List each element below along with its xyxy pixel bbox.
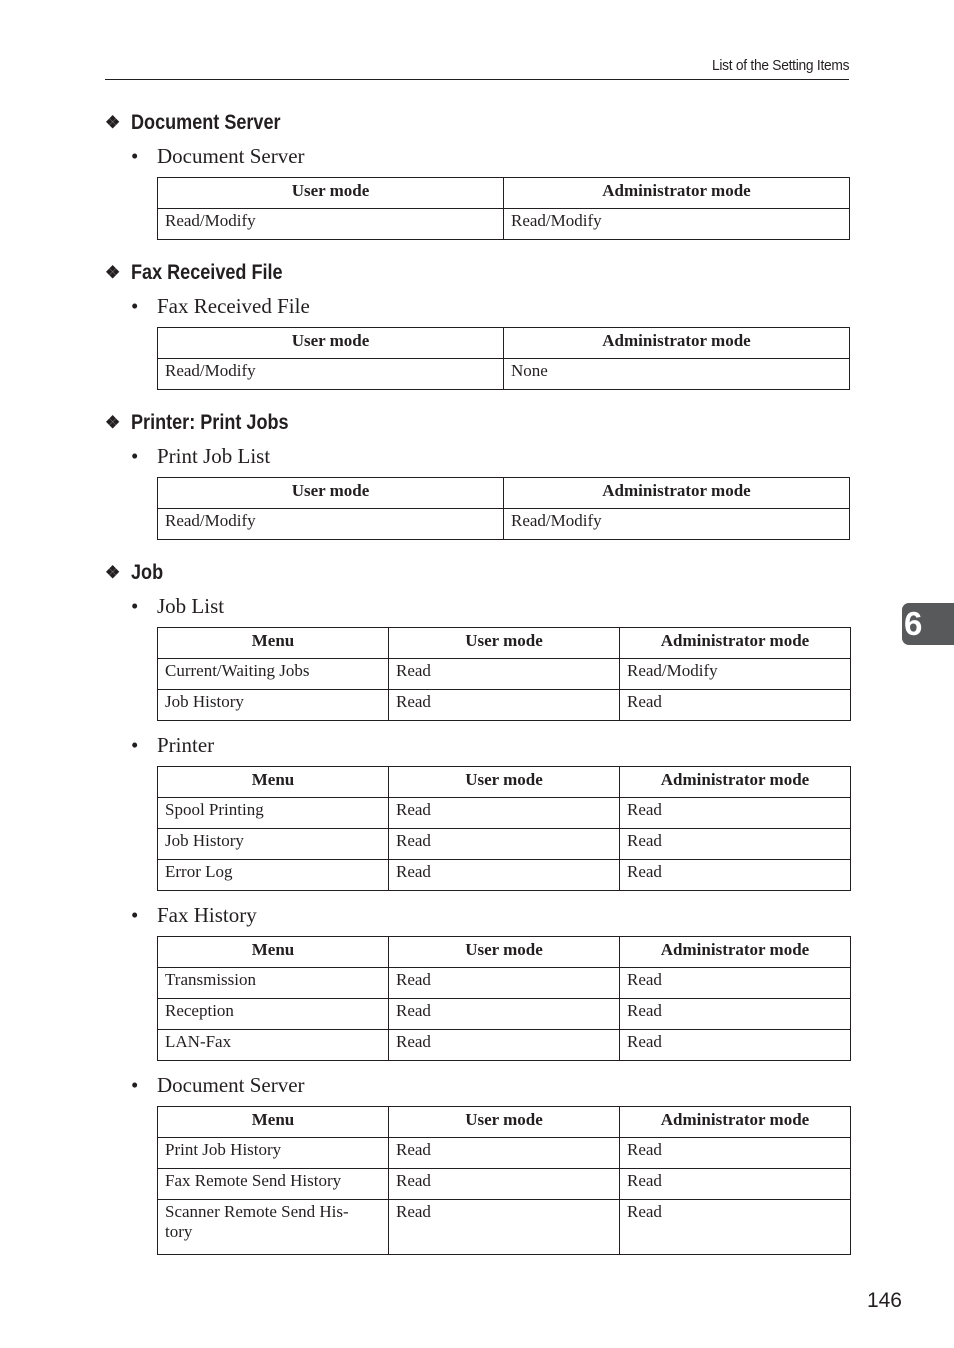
bullet-item [131,442,850,471]
table-header-row [158,628,851,659]
permissions-table [157,936,851,1061]
table-cell: Read/Modify [158,209,504,240]
table-cell: Read [620,829,851,860]
table-cell: Read [620,798,851,829]
bullet-item [131,1071,850,1100]
bullet-icon: • [131,294,139,318]
column-header: Menu [158,937,389,968]
table-cell: Read [389,1200,620,1255]
column-header: User mode [389,767,620,798]
bullet-item [131,731,850,760]
table-cell: Error Log [158,860,389,891]
table-cell: Read [620,1030,851,1061]
table-header-row [158,1107,851,1138]
bullet-icon: • [131,594,139,618]
table-header-row [158,178,850,209]
table-row [158,968,851,999]
table-cell: Read [620,1138,851,1169]
bullet-item [131,142,850,171]
column-header: User mode [389,937,620,968]
table-row [158,1030,851,1061]
bullet-icon: • [131,1073,139,1097]
table-cell: Job History [158,690,389,721]
running-title: List of the Setting Items [711,57,849,74]
bullet-label: Document Server [157,1073,305,1097]
table-cell: Read [620,968,851,999]
table-cell: Read [620,1169,851,1200]
table-cell: Read/Modify [504,509,850,540]
table-cell: Read [389,1138,620,1169]
table-cell: Read [620,999,851,1030]
bullet-label: Fax History [157,903,257,927]
bullet-icon: • [131,444,139,468]
diamond-icon: ❖ [105,413,121,432]
table-row [158,798,851,829]
table-cell: None [504,359,850,390]
diamond-icon: ❖ [105,113,121,132]
table-cell: Read [389,829,620,860]
table-row [158,1138,851,1169]
table-cell: Transmission [158,968,389,999]
table-cell: Read/Modify [620,659,851,690]
table-cell: Spool Printing [158,798,389,829]
table-row [158,1169,851,1200]
column-header: Administrator mode [620,628,851,659]
column-header: Menu [158,1107,389,1138]
table-cell: Job History [158,829,389,860]
table-cell: Read [389,1169,620,1200]
diamond-icon: ❖ [105,563,121,582]
column-header: User mode [389,1107,620,1138]
chapter-tab: 6 [902,603,954,645]
table-cell: Reception [158,999,389,1030]
permissions-table [157,327,850,390]
bullet-item [131,292,850,321]
bullet-label: Print Job List [157,444,271,468]
column-header: Administrator mode [620,937,851,968]
bullet-label: Printer [157,733,215,757]
table-cell: Print Job History [158,1138,389,1169]
table-header-row [158,478,850,509]
table-row [158,999,851,1030]
table-row [158,659,851,690]
permissions-table [157,627,851,721]
column-header: User mode [389,628,620,659]
column-header: Administrator mode [504,328,850,359]
section-heading [105,260,850,286]
bullet-item [131,901,850,930]
section-heading [105,410,850,436]
section-heading [105,110,850,136]
bullet-item [131,592,850,621]
column-header: Administrator mode [504,178,850,209]
column-header: Administrator mode [620,767,851,798]
permissions-table [157,1106,851,1255]
permissions-table [157,177,850,240]
table-cell: Current/Waiting Jobs [158,659,389,690]
table-row [158,1200,851,1255]
table-cell: Read/Modify [158,359,504,390]
column-header: Menu [158,767,389,798]
table-cell: Read/Modify [504,209,850,240]
column-header: User mode [158,478,504,509]
bullet-icon: • [131,903,139,927]
section-title: Fax Received File [131,261,283,284]
table-cell: Read [389,659,620,690]
table-row [158,860,851,891]
table-cell: Read [389,798,620,829]
table-cell: Read [620,860,851,891]
permissions-table [157,766,851,891]
bullet-icon: • [131,733,139,757]
bullet-label: Document Server [157,144,305,168]
column-header: User mode [158,328,504,359]
table-row [158,209,850,240]
permissions-table [157,477,850,540]
table-cell: Read [389,968,620,999]
table-cell: Read [389,999,620,1030]
table-cell: Read [620,690,851,721]
table-cell: Read [620,1200,851,1255]
table-header-row [158,328,850,359]
main-content [105,110,850,1255]
column-header: User mode [158,178,504,209]
column-header: Menu [158,628,389,659]
section-heading [105,560,850,586]
section-title: Job [131,561,164,584]
table-row [158,509,850,540]
header-rule [105,79,849,80]
table-header-row [158,937,851,968]
section-title: Printer: Print Jobs [131,411,289,434]
section-title: Document Server [131,111,281,134]
column-header: Administrator mode [504,478,850,509]
column-header: Administrator mode [620,1107,851,1138]
page-number: 146 [866,1289,902,1312]
table-cell: Read [389,690,620,721]
table-cell: Fax Remote Send History [158,1169,389,1200]
bullet-icon: • [131,144,139,168]
bullet-label: Job List [157,594,225,618]
table-cell: Read [389,1030,620,1061]
table-row [158,829,851,860]
table-row [158,690,851,721]
table-row [158,359,850,390]
table-cell: Read [389,860,620,891]
table-cell: Scanner Remote Send His- tory [158,1200,389,1255]
table-cell: LAN-Fax [158,1030,389,1061]
table-cell: Read/Modify [158,509,504,540]
table-header-row [158,767,851,798]
bullet-label: Fax Received File [157,294,310,318]
diamond-icon: ❖ [105,263,121,282]
